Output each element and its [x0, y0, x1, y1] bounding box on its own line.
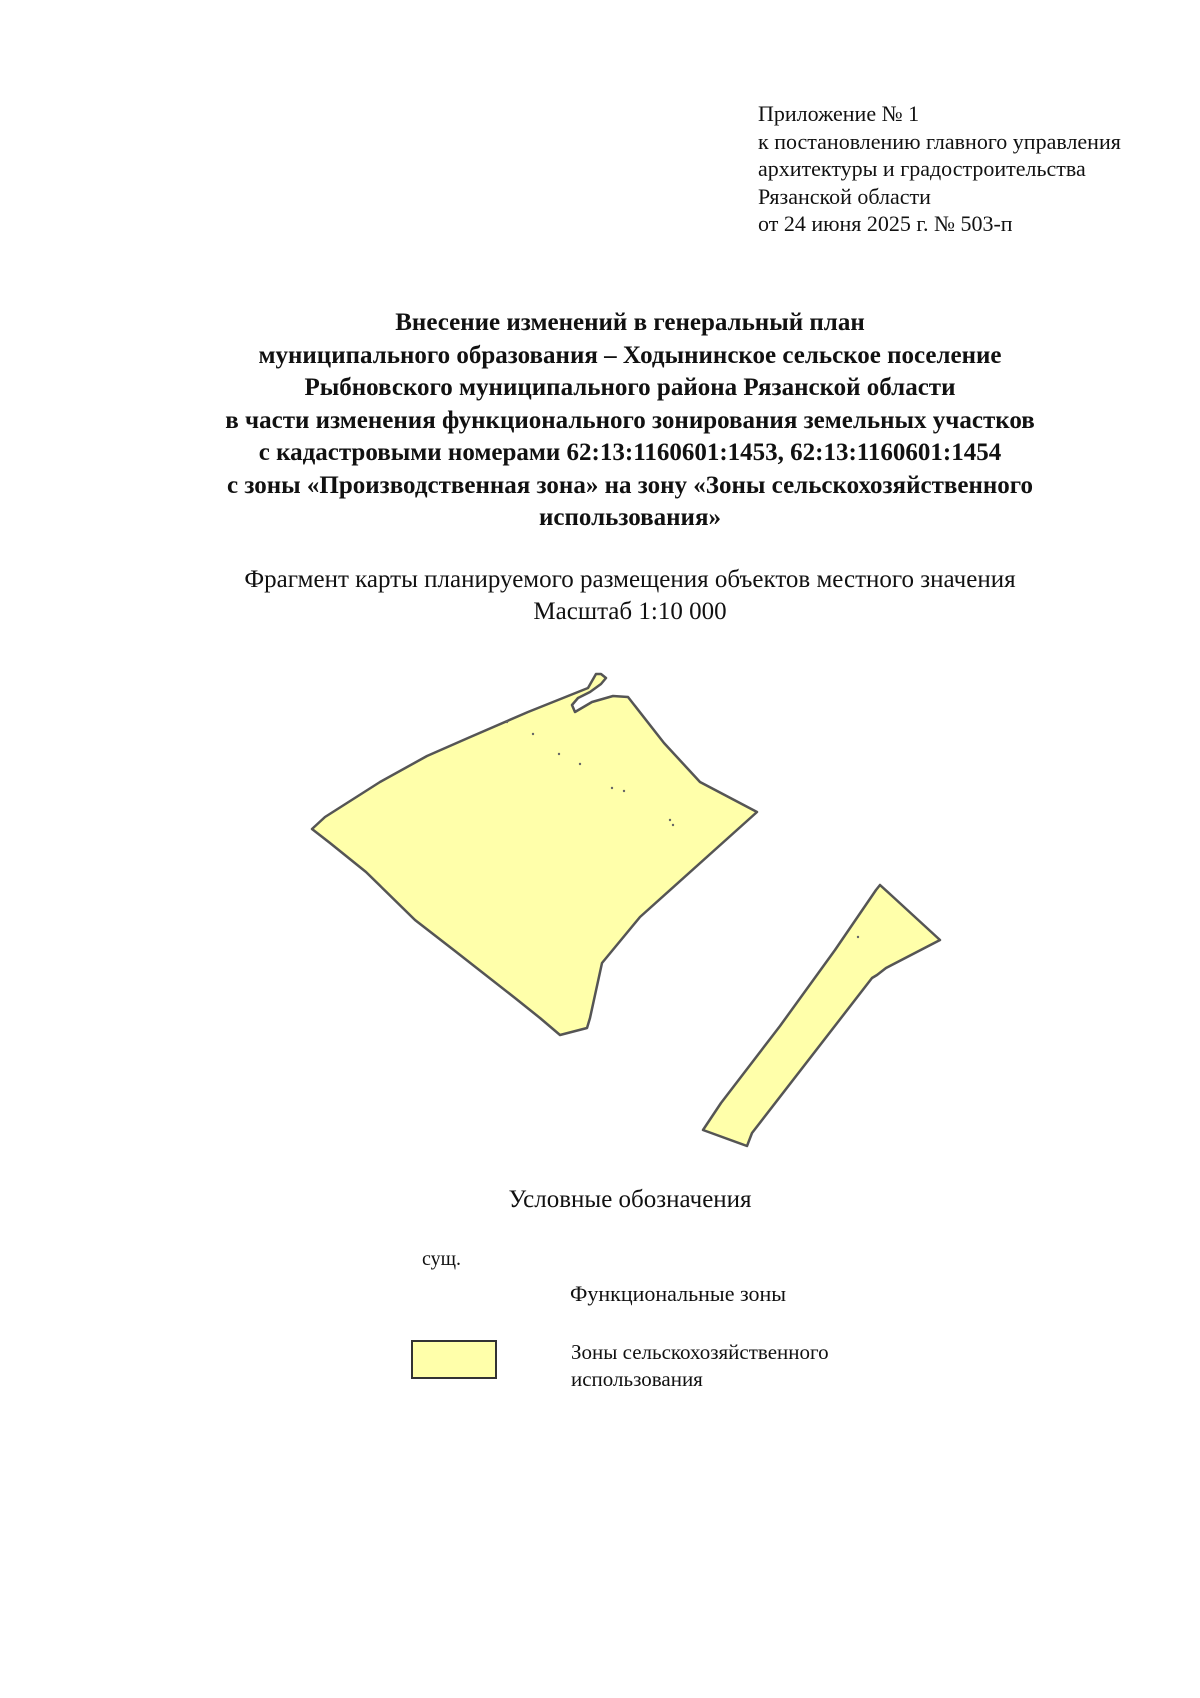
title-line: Рыбновского муниципального района Рязанской области	[304, 374, 956, 401]
title-line: в части изменения функционального зонирования земельных участков	[225, 406, 1035, 434]
boundary-point	[506, 721, 508, 723]
appendix-line: архитектуры и градостроительства	[758, 156, 1086, 181]
legend-swatch-agricultural	[411, 1340, 497, 1379]
parcel-1453-zone	[312, 674, 757, 1035]
legend-group-label: Функциональные зоны	[570, 1281, 787, 1306]
boundary-point	[669, 819, 671, 821]
appendix-line: Приложение № 1	[758, 101, 920, 126]
appendix-line: от 24 июня 2025 г. № 503-п	[758, 211, 1013, 236]
boundary-point	[857, 936, 859, 938]
boundary-point	[672, 824, 674, 826]
title-line: Внесение изменений в генеральный план	[395, 309, 865, 336]
boundary-point	[579, 763, 581, 765]
boundary-point	[532, 733, 534, 735]
title-line: с зоны «Производственная зона» на зону «Зоны сельскохозяйственного	[227, 471, 1033, 499]
legend-item-label-line: использования	[571, 1367, 703, 1391]
map-scale: Масштаб 1:10 000	[533, 598, 727, 625]
map-caption-title: Фрагмент карты планируемого размещения объектов местного значения	[244, 566, 1016, 593]
parcel-1454-zone	[703, 885, 940, 1146]
appendix-line: Рязанской области	[758, 183, 931, 209]
legend-item-label	[571, 1339, 829, 1393]
boundary-point	[558, 753, 560, 755]
legend-item-label-line: Зоны сельскохозяйственного	[571, 1340, 829, 1364]
boundary-point	[623, 790, 625, 792]
boundary-point	[611, 787, 613, 789]
title-line: муниципального образования – Ходынинское сельское поселение	[258, 341, 1002, 369]
title-line: использования»	[539, 504, 721, 531]
appendix-line: к постановлению главного управления	[758, 128, 1121, 154]
title-line: с кадастровыми номерами 62:13:1160601:1453, 62:13:1160601:1454	[258, 439, 1002, 466]
legend-title: Условные обозначения	[508, 1186, 752, 1213]
legend-existing-label: сущ.	[422, 1248, 462, 1270]
